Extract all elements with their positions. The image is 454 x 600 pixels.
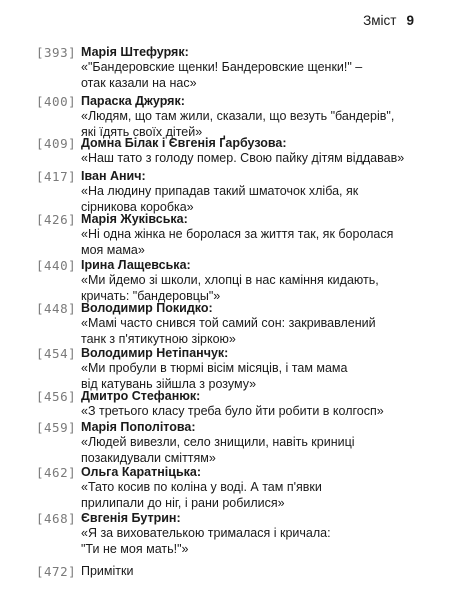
entry-page-ref: [448]	[36, 301, 77, 316]
entry-author: Марія Штефуряк:	[81, 45, 189, 59]
entry-author: Володимир Нетіпанчук:	[81, 346, 229, 360]
section-title: Зміст	[363, 13, 397, 28]
entry-quote: «На людину припадав такий шматочок хліба, як сірникова коробка»	[81, 184, 359, 214]
page-number: 9	[406, 13, 414, 28]
entry-page-ref: [454]	[36, 346, 77, 361]
entry-page-ref: [400]	[36, 94, 77, 109]
entry-author: Параска Джуряк:	[81, 94, 185, 108]
entry-author: Ірина Лащевська:	[81, 258, 191, 272]
entry-page-ref: [393]	[36, 45, 77, 60]
entry-author: Володимир Покидко:	[81, 301, 213, 315]
entry-page-ref: [417]	[36, 169, 77, 184]
entry-author: Ольга Каратніцька:	[81, 465, 202, 479]
entry-page-ref: [409]	[36, 136, 77, 151]
entry-quote: «Ми йдемо зі школи, хлопці в нас каміння кидають, кричать: "бандеровцы"»	[81, 273, 379, 303]
entry-quote: «Мамі часто снився той самий сон: закривавлений танк з п'ятикутною зіркою»	[81, 316, 376, 346]
entry-quote: «Людей вивезли, село знищили, навіть криниці позакидували сміттям»	[81, 435, 355, 465]
entry-author: Іван Анич:	[81, 169, 146, 183]
entry-page-ref: [459]	[36, 420, 77, 435]
entry-author: Марія Пополітова:	[81, 420, 196, 434]
entry-quote: «Я за вихователькою трималася і кричала: "Ти не моя мать!"»	[81, 526, 331, 556]
running-head	[363, 13, 414, 28]
entry-quote: «Ми пробули в тюрмі вісім місяців, і там мама від катувань зійшла з розуму»	[81, 361, 348, 391]
entry-page-ref: [468]	[36, 511, 77, 526]
entry-author: Євгенія Бутрин:	[81, 511, 181, 525]
entry-author: Марія Жуківська:	[81, 212, 188, 226]
entry-page-ref: [462]	[36, 465, 77, 480]
entry-quote: «З третього класу треба було йти робити в колгосп»	[81, 404, 384, 419]
entry-quote: «Людям, що там жили, сказали, що везуть "бандерів", які їдять своїх дітей»	[81, 109, 395, 139]
entry-author: Домна Білак і Євгенія Ґарбузова:	[81, 136, 287, 150]
entry-page-ref: [440]	[36, 258, 77, 273]
entry-page-ref: [472]	[36, 564, 77, 579]
entry-author: Дмитро Стефанюк:	[81, 389, 201, 403]
entry-quote: «Наш тато з голоду помер. Свою пайку дітям віддавав»	[81, 151, 405, 166]
entry-quote: «Тато косив по коліна у воді. А там п'явки прилипали до ніг, і рани робилися»	[81, 480, 322, 510]
entry-quote: «Ні одна жінка не боролася за життя так, як боролася моя мама»	[81, 227, 394, 257]
notes-label: Примітки	[81, 564, 134, 578]
entry-quote: «"Бандеровские щенки! Бандеровские щенки!" – отак казали на нас»	[81, 60, 363, 90]
entry-page-ref: [456]	[36, 389, 77, 404]
entry-page-ref: [426]	[36, 212, 77, 227]
